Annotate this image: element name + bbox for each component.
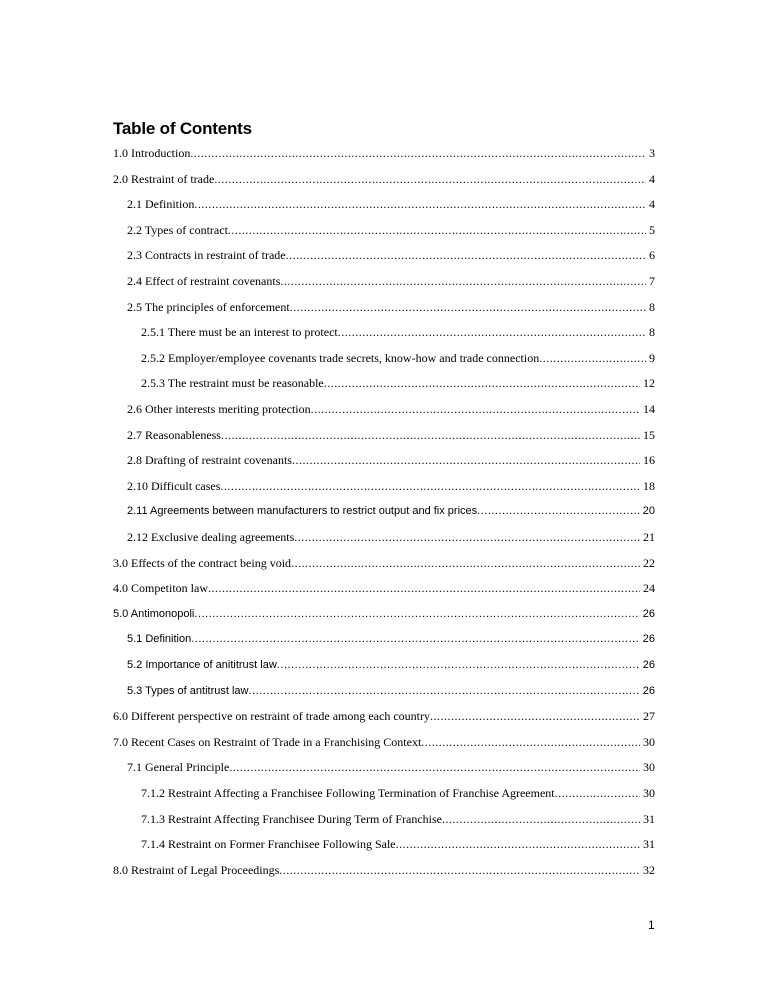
page-number: 1 [648, 918, 655, 932]
toc-entry-label: 2.7 Reasonableness [127, 427, 221, 442]
toc-entry-label: 2.5.1 There must be an interest to protect [141, 325, 338, 340]
toc-entry-page: 26 [642, 659, 655, 671]
toc-entry-label: 2.0 Restraint of trade [113, 171, 215, 186]
toc-entry-page: 18 [643, 478, 655, 493]
toc-entry[interactable] [127, 194, 655, 214]
toc-entry[interactable] [127, 450, 655, 470]
toc-entry-leader [324, 373, 640, 393]
toc-entry[interactable] [127, 425, 655, 445]
toc-entry-leader [280, 271, 646, 291]
toc-entry-leader [220, 476, 640, 496]
toc-entry-page: 26 [642, 633, 655, 646]
toc-entry[interactable] [113, 604, 655, 624]
toc-heading: Table of Contents [113, 119, 252, 138]
toc-entry-label: 7.1.4 Restraint on Former Franchisee Following Sale [141, 837, 396, 852]
toc-entry-leader [229, 757, 640, 777]
toc-entry[interactable] [127, 629, 655, 649]
toc-entry-leader [291, 553, 640, 573]
toc-entry-label: 2.11 Agreements between manufacturers to restrict output and fix prices [127, 505, 478, 518]
toc-entry[interactable] [127, 501, 655, 521]
toc-entry-label: 2.12 Exclusive dealing agreements [127, 530, 295, 544]
toc-entry-page: 27 [643, 709, 655, 724]
toc-entry-page: 9 [649, 350, 655, 365]
toc-entry-leader [290, 297, 646, 317]
toc-entry-leader [214, 169, 646, 189]
toc-entry[interactable] [141, 322, 655, 342]
toc-entry[interactable] [113, 706, 655, 726]
toc-entry-label: 2.5.3 The restraint must be reasonable [141, 376, 324, 391]
toc-entry-page: 26 [642, 684, 655, 697]
toc-entry-label: 7.0 Recent Cases on Restraint of Trade in a Franchising Context [113, 734, 422, 749]
toc-entry[interactable] [141, 783, 655, 803]
toc-entry-leader [248, 681, 639, 701]
toc-entry-leader [292, 450, 640, 470]
toc-entry-leader [221, 425, 640, 445]
toc-entry-page: 8 [649, 325, 655, 340]
toc-entry[interactable] [113, 860, 655, 880]
toc-entry[interactable] [127, 245, 655, 265]
toc-entry-leader [208, 578, 640, 598]
toc-entry-label: 5.2 Importance of anititrust law [127, 659, 277, 671]
toc-entry-leader [430, 706, 640, 726]
toc-entry-leader [396, 834, 640, 854]
toc-entry[interactable] [127, 476, 655, 496]
toc-entry-label: 2.5.2 Employer/employee covenants trade secrets, know-how and trade connection [141, 350, 540, 365]
toc-entry-label: 3.0 Effects of the contract being void [113, 555, 292, 570]
toc-entry-page: 24 [643, 581, 655, 596]
toc-entry-label: 1.0 Introduction [113, 146, 191, 160]
toc-entry[interactable] [113, 732, 655, 752]
toc-entry-page: 14 [643, 402, 655, 416]
toc-entry[interactable] [127, 271, 655, 291]
toc-entry-label: 4.0 Competiton law [113, 581, 208, 596]
toc-entry-leader [555, 783, 640, 803]
toc-entry-label: 2.2 Types of contract [127, 222, 228, 237]
toc-entry-page: 20 [642, 505, 655, 518]
toc-entry-label: 5.3 Types of antitrust law [127, 684, 249, 697]
toc-entry-label: 5.0 Antimonopoli [113, 607, 195, 620]
toc-entry-leader [477, 501, 640, 521]
toc-entry-leader [194, 194, 646, 214]
toc-entry[interactable] [127, 527, 655, 547]
toc-entry-page: 21 [643, 530, 655, 544]
toc-entry-leader [442, 809, 640, 829]
toc-entry-page: 4 [649, 197, 655, 212]
toc-entry-label: 5.1 Definition [127, 633, 192, 646]
toc-entry-leader [311, 399, 640, 419]
toc-entry-leader [286, 245, 646, 265]
toc-entry[interactable] [127, 297, 655, 317]
toc-entry-page: 15 [643, 427, 655, 442]
toc-entry-label: 2.3 Contracts in restraint of trade [127, 248, 286, 263]
toc-entry[interactable] [127, 757, 655, 777]
toc-entry-leader [279, 860, 640, 880]
toc-entry[interactable] [127, 399, 655, 419]
toc-entry-page: 31 [643, 811, 655, 826]
toc-entry-leader [277, 655, 640, 675]
toc-entry-label: 7.1.2 Restraint Affecting a Franchisee Following Termination of Franchise Agreement [141, 786, 555, 800]
toc-entry-page: 26 [642, 607, 655, 620]
toc-entry-page: 6 [649, 248, 655, 263]
toc-entry-page: 8 [649, 299, 655, 314]
toc-entry-leader [191, 629, 640, 649]
toc-entry-label: 8.0 Restraint of Legal Proceedings [113, 862, 280, 877]
toc-entry-page: 3 [649, 146, 655, 160]
toc-entry-leader [421, 732, 640, 752]
toc-entry[interactable] [141, 348, 655, 368]
toc-entry[interactable] [113, 578, 655, 598]
toc-entry[interactable] [127, 681, 655, 701]
toc-entry-label: 2.8 Drafting of restraint covenants [127, 453, 292, 468]
toc-entry-label: 2.1 Definition [127, 197, 195, 212]
toc-entry-page: 30 [643, 786, 655, 800]
toc-entry-page: 16 [643, 453, 655, 468]
toc-entry[interactable] [141, 809, 655, 829]
toc-entry-leader [190, 143, 646, 163]
toc-entry-page: 22 [643, 555, 655, 570]
toc-entry[interactable] [141, 834, 655, 854]
toc-entry[interactable] [113, 143, 655, 163]
toc-entry[interactable] [113, 169, 655, 189]
toc-entry[interactable] [127, 220, 655, 240]
toc-entry-page: 4 [649, 171, 655, 186]
toc-entry-page: 5 [649, 222, 655, 237]
toc-entry-page: 30 [643, 760, 655, 775]
toc-entry[interactable] [141, 373, 655, 393]
toc-entry-leader [294, 527, 640, 547]
toc-entry-label: 2.5 The principles of enforcement [127, 299, 290, 314]
toc-entry-leader [338, 322, 646, 342]
toc-entry[interactable] [113, 553, 655, 573]
toc-entry-page: 7 [649, 274, 655, 288]
toc-entry[interactable] [127, 655, 655, 675]
toc-entry-leader [228, 220, 646, 240]
toc-entry-page: 12 [643, 376, 655, 391]
toc-entry-page: 32 [643, 862, 655, 877]
toc-entry-page: 30 [643, 734, 655, 749]
toc-entry-label: 7.1.3 Restraint Affecting Franchisee During Term of Franchise [141, 811, 442, 826]
toc-entry-leader [194, 604, 639, 624]
toc-entry-label: 2.4 Effect of restraint covenants [127, 274, 281, 288]
toc-entry-label: 2.6 Other interests meriting protection [127, 402, 311, 416]
toc-entry-label: 7.1 General Principle [127, 760, 230, 775]
toc-entry-leader [539, 348, 646, 368]
toc-entry-label: 2.10 Difficult cases [127, 478, 221, 493]
toc-entry-page: 31 [643, 837, 655, 852]
toc-entry-label: 6.0 Different perspective on restraint of trade among each country [113, 709, 430, 724]
